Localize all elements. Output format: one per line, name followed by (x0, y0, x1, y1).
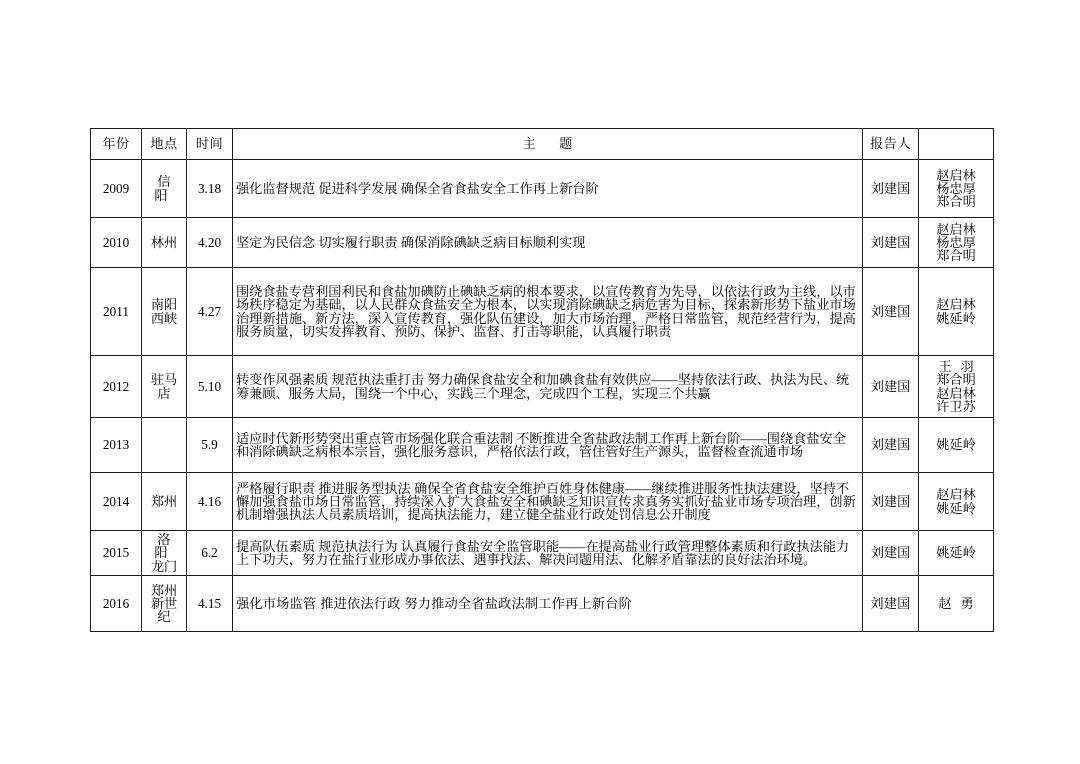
cell-topic: 转变作风强素质 规范执法重打击 努力确保食盐安全和加碘食盐有效供应——坚持依法行政、执法为民、统筹兼顾、服务大局，围绕一个中心，实践三个理念，完成四个工程，实现三个共赢 (233, 356, 863, 418)
place-line: 洛阳 (154, 532, 177, 561)
cell-speaker: 刘建国 (863, 531, 919, 576)
cell-topic: 提高队伍素质 规范执法行为 认真履行食盐安全监管职能——在提高盐业行政管理整体素质和行政执法能力上下功夫，努力在盐行业形成办事依法、遇事找法、解决问题用法、化解矛盾靠法的良好法治环境。 (233, 531, 863, 576)
cell-year: 2012 (91, 356, 142, 418)
attendee-name: 赵启林 (936, 221, 976, 237)
place-line: 龙门 (150, 558, 178, 574)
table-body (91, 160, 994, 632)
cell-speaker: 刘建国 (863, 576, 919, 632)
conference-records-table (90, 128, 994, 632)
conference-table-container (90, 128, 993, 632)
cell-topic: 围绕食盐专营利国利民和食盐加碘防止碘缺乏病的根本要求，以宣传教育为先导，以依法行政为主线，以市场秩序稳定为基础，以人民群众食盐安全为根本，以实现消除碘缺乏病危害为目标，探索新形势下盐业市场治理新措施、新方法，深入宣传教育，强化队伍建设，加大市场治理，严格日常监管，规范经营行为，提高服务质量，切实发挥教育、预防、保护、监督、打击等职能，认真履行职责 (233, 268, 863, 356)
cell-attendees (919, 356, 994, 418)
cell-time: 3.18 (187, 160, 233, 218)
table-row (91, 531, 994, 576)
attendee-name: 赵启林 (936, 297, 976, 313)
cell-attendees (919, 473, 994, 531)
cell-place (142, 473, 187, 531)
place-line: 西峡 (150, 310, 178, 326)
attendee-name: 赵启林 (936, 385, 976, 401)
cell-attendees (919, 160, 994, 218)
place-line: 纪 (157, 609, 171, 625)
column-header-speaker: 报告人 (863, 129, 919, 160)
cell-time: 6.2 (187, 531, 233, 576)
attendee-name: 赵勇 (938, 595, 983, 611)
cell-year: 2013 (91, 418, 142, 473)
place-line: 店 (157, 385, 171, 401)
column-header-year: 年份 (91, 129, 142, 160)
cell-place (142, 531, 187, 576)
cell-topic: 适应时代新形势突出重点管市场强化联合重法制 不断推进全省盐政法制工作再上新台阶——围绕食盐安全和消除碘缺乏病根本宗旨，强化服务意识，严格依法行政，管住管好生产源头，监督检查流通市场 (233, 418, 863, 473)
place-line: 郑州 (150, 582, 178, 598)
table-row (91, 268, 994, 356)
cell-topic: 强化市场监管 推进依法行政 努力推动全省盐政法制工作再上新台阶 (233, 576, 863, 632)
cell-attendees (919, 531, 994, 576)
cell-topic: 强化监督规范 促进科学发展 确保全省食盐安全工作再上新台阶 (233, 160, 863, 218)
place-line: 驻马 (150, 372, 178, 388)
attendee-name: 杨忠厚 (936, 234, 976, 250)
table-row (91, 218, 994, 268)
attendee-name: 许卫苏 (936, 398, 976, 414)
place-line: 新世 (150, 595, 178, 611)
cell-speaker: 刘建国 (863, 418, 919, 473)
attendee-name: 姚延岭 (936, 500, 976, 516)
cell-place (142, 418, 187, 473)
table-header-row (91, 129, 994, 160)
cell-place (142, 576, 187, 632)
attendee-name: 郑合明 (936, 248, 976, 264)
attendee-name: 郑合明 (936, 194, 976, 210)
attendee-name: 杨忠厚 (936, 180, 976, 196)
cell-time: 4.27 (187, 268, 233, 356)
cell-time: 5.10 (187, 356, 233, 418)
place-line: 林州 (150, 234, 178, 250)
cell-speaker: 刘建国 (863, 160, 919, 218)
cell-place (142, 268, 187, 356)
table-row (91, 576, 994, 632)
cell-time: 4.20 (187, 218, 233, 268)
table-row (91, 160, 994, 218)
cell-time: 5.9 (187, 418, 233, 473)
cell-place (142, 218, 187, 268)
cell-topic: 严格履行职责 推进服务型执法 确保全省食盐安全维护百姓身体健康——继续推进服务性执法建设，坚持不懈加强食盐市场日常监管，持续深入扩大食盐安全和碘缺乏知识宣传求真务实抓好盐业市场专项治理，创新机制增强执法人员素质培训，提高执法能力，建立健全盐业行政处罚信息公开制度 (233, 473, 863, 531)
attendee-name: 姚延岭 (936, 545, 976, 561)
column-header-place: 地点 (142, 129, 187, 160)
cell-speaker: 刘建国 (863, 268, 919, 356)
table-row (91, 418, 994, 473)
cell-place (142, 356, 187, 418)
place-line: 南阳 (150, 297, 178, 313)
place-line: 郑州 (150, 493, 178, 509)
column-header-attendees (919, 129, 994, 160)
table-header (91, 129, 994, 160)
cell-year: 2016 (91, 576, 142, 632)
cell-attendees (919, 418, 994, 473)
attendee-name: 赵启林 (936, 167, 976, 183)
cell-year: 2015 (91, 531, 142, 576)
table-row (91, 473, 994, 531)
attendee-name: 王羽 (938, 359, 983, 375)
cell-attendees (919, 218, 994, 268)
cell-speaker: 刘建国 (863, 356, 919, 418)
table-row (91, 356, 994, 418)
place-line: 信阳 (154, 174, 177, 203)
column-header-time: 时间 (187, 129, 233, 160)
attendee-name: 赵启林 (936, 487, 976, 503)
attendee-name: 姚延岭 (936, 310, 976, 326)
cell-time: 4.16 (187, 473, 233, 531)
cell-speaker: 刘建国 (863, 218, 919, 268)
column-header-topic: 主 题 (233, 129, 863, 160)
cell-year: 2010 (91, 218, 142, 268)
cell-year: 2014 (91, 473, 142, 531)
attendee-name: 郑合明 (936, 372, 976, 388)
cell-place (142, 160, 187, 218)
cell-speaker: 刘建国 (863, 473, 919, 531)
cell-year: 2011 (91, 268, 142, 356)
cell-attendees (919, 576, 994, 632)
cell-year: 2009 (91, 160, 142, 218)
attendee-name: 姚延岭 (936, 437, 976, 453)
cell-attendees (919, 268, 994, 356)
cell-topic: 坚定为民信念 切实履行职责 确保消除碘缺乏病目标顺利实现 (233, 218, 863, 268)
cell-time: 4.15 (187, 576, 233, 632)
